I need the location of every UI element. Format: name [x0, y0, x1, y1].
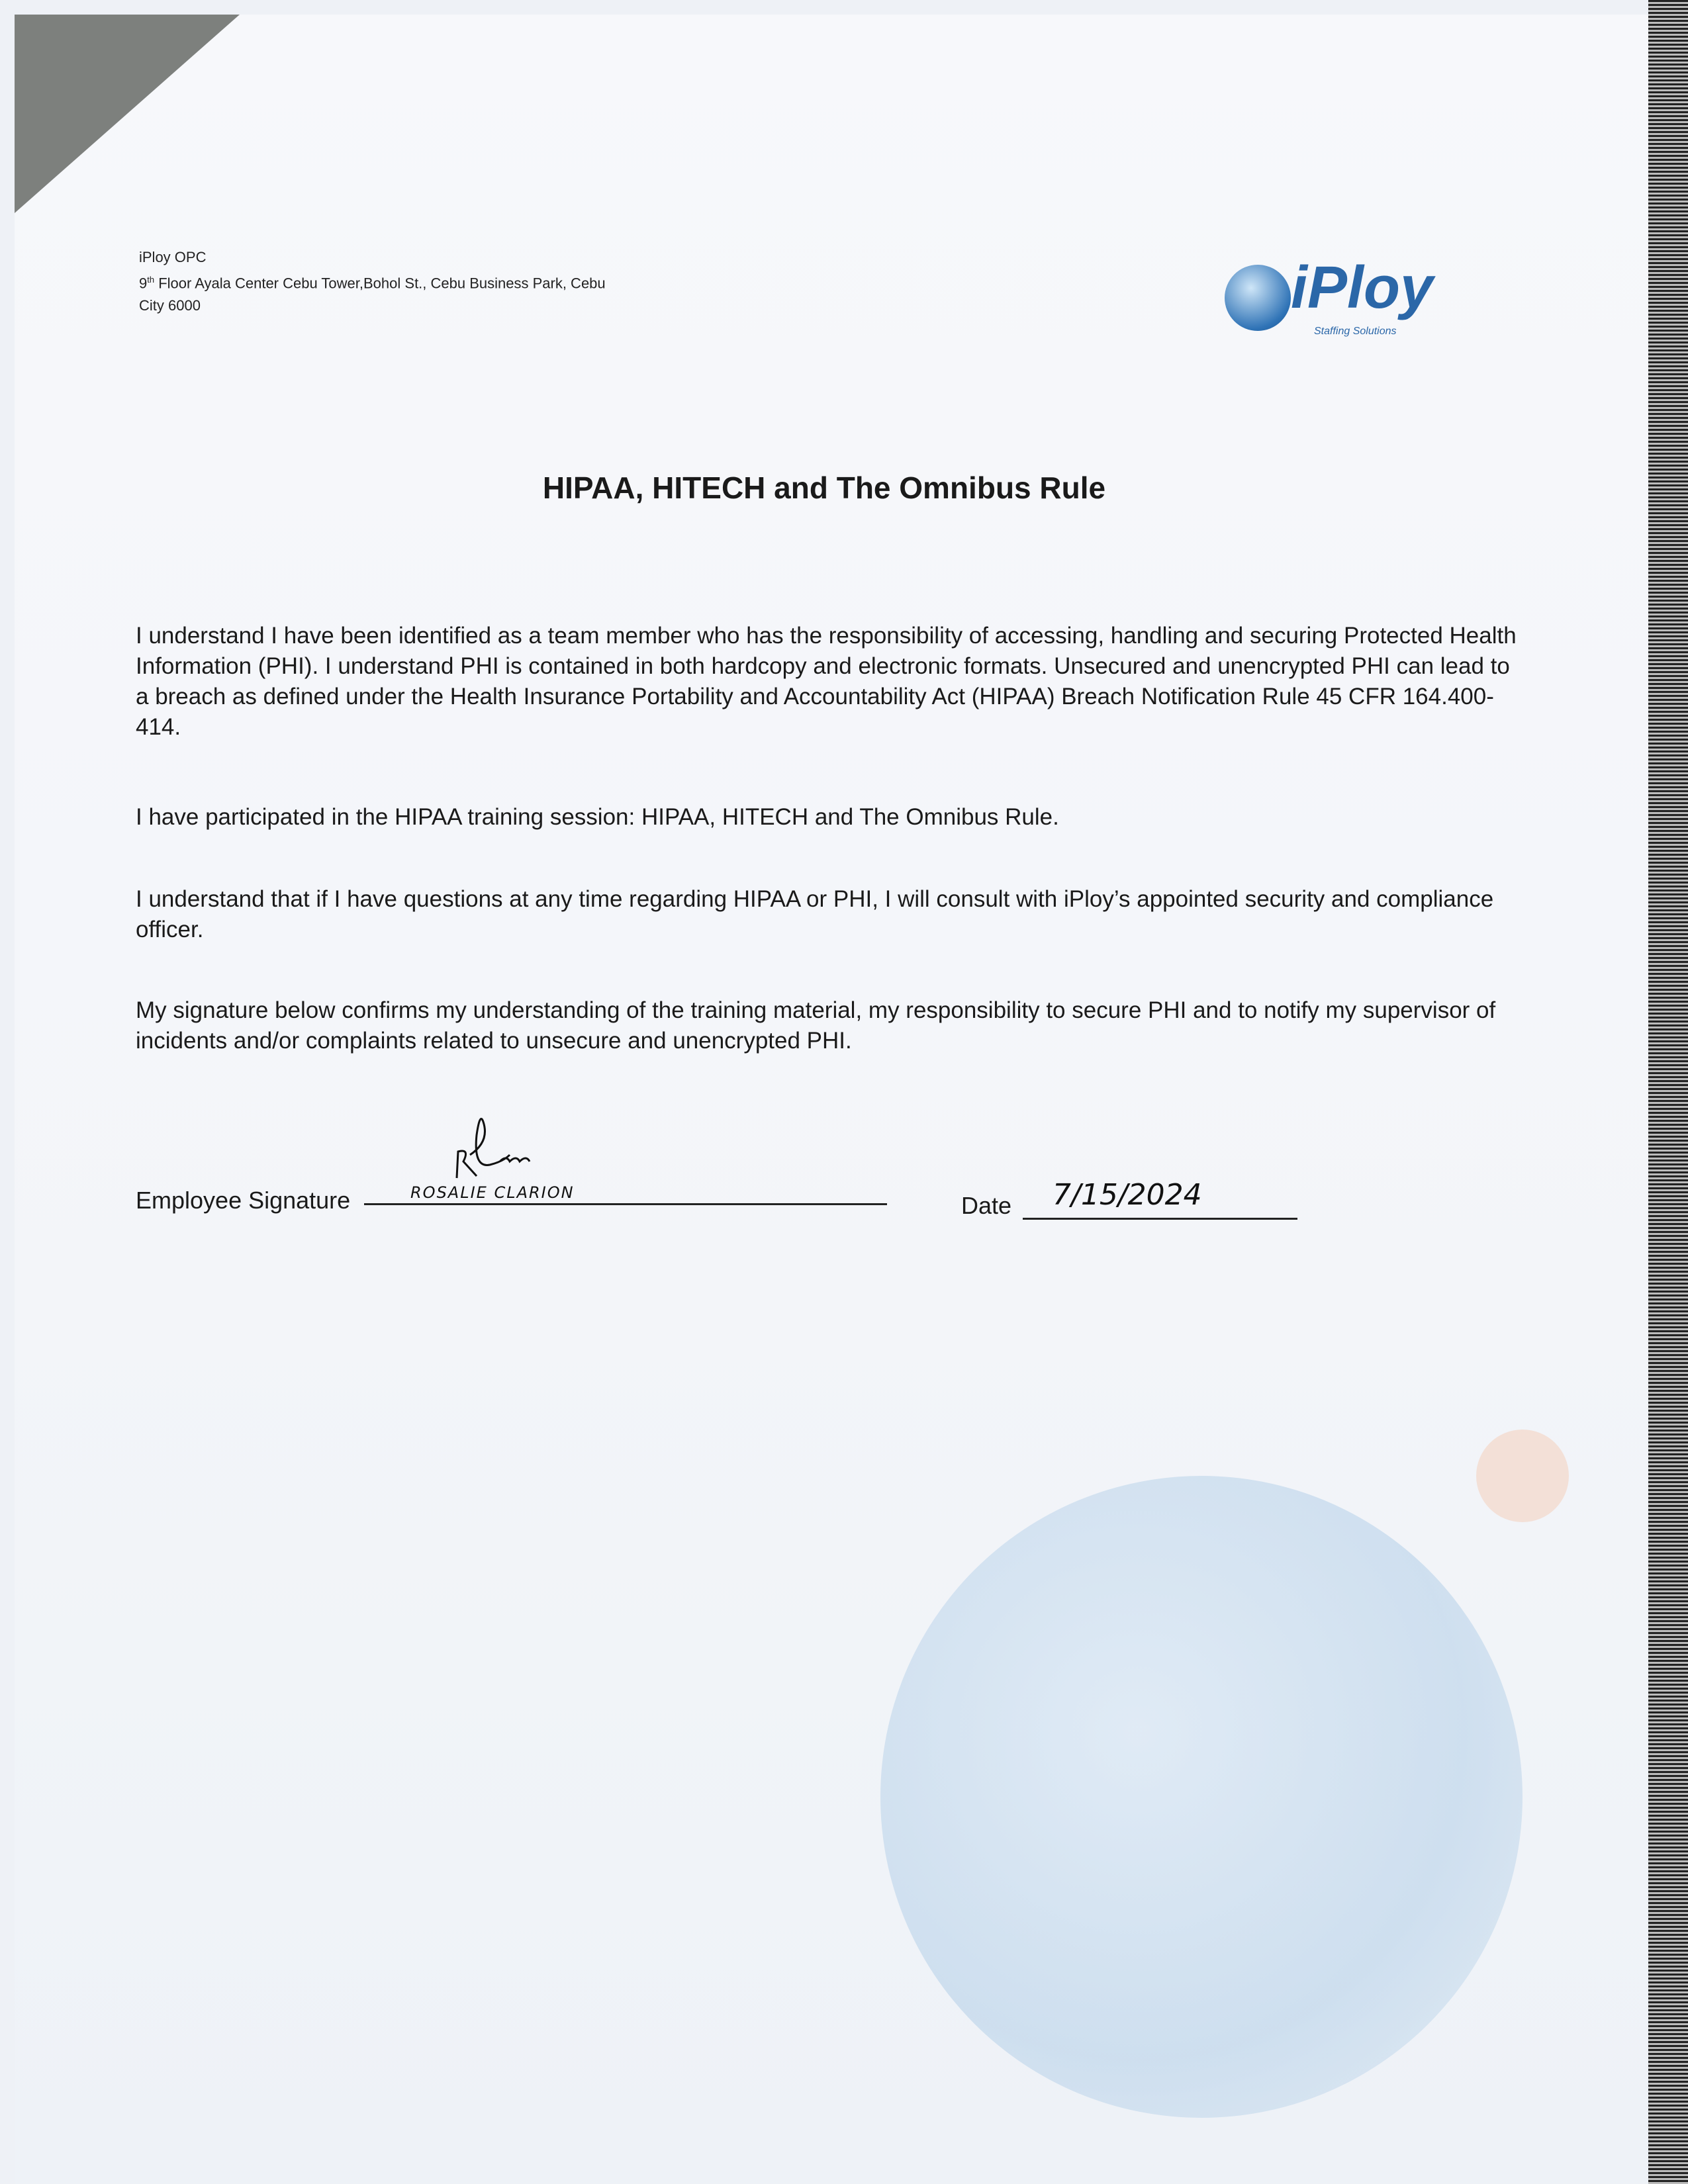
paragraph-questions: I understand that if I have questions at any time regarding HIPAA or PHI, I will consult with iPloy’s appointed security and compliance officer.: [136, 886, 1494, 942]
paragraph-understanding: I understand I have been identified as a team member who has the responsibility of accessing, handling and securing Protected Health Information (PHI). I understand PHI is contained in both hardcopy and electronic formats. Unsecured and unencrypted PHI can lead to a breach as defined under the Health Insurance Portability and Accountability Act (HIPAA) Breach Notification Rule 45 CFR 164.400-414.: [136, 623, 1517, 740]
logo-text: iPloy: [1291, 255, 1434, 321]
paragraph-confirmation: My signature below confirms my understanding of the training material, my responsibility to secure PHI and to notify my supervisor of incidents and/or complaints related to unsecure and unencrypted PHI.: [136, 997, 1496, 1054]
employee-signature-label: Employee Signature: [136, 1187, 351, 1214]
handwritten-signature: [444, 1115, 576, 1181]
date-value: 7/15/2024: [1053, 1178, 1202, 1212]
printed-name: ROSALIE CLARION: [410, 1183, 575, 1202]
watermark-globe: [880, 1476, 1523, 2118]
date-label: Date: [961, 1192, 1012, 1219]
address-line-1: [139, 269, 606, 295]
floor-suffix: th: [147, 275, 155, 285]
paragraph-training: I have participated in the HIPAA training session: HIPAA, HITECH and The Omnibus Rule.: [136, 804, 1059, 830]
company-address: [139, 246, 606, 317]
document-title: HIPAA, HITECH and The Omnibus Rule: [542, 471, 1106, 505]
logo-tagline: Staffing Solutions: [1314, 326, 1397, 337]
iploy-logo: [1225, 255, 1476, 347]
address-line-2: City 6000: [139, 297, 201, 314]
scan-edge-strip: [1648, 0, 1688, 2184]
address-text: Floor Ayala Center Cebu Tower,Bohol St., Cebu Business Park, Cebu: [154, 275, 606, 292]
watermark-orb: [1476, 1430, 1569, 1522]
signature-line: [364, 1203, 887, 1205]
company-name: iPloy OPC: [139, 249, 207, 265]
floor-number: 9: [139, 275, 148, 292]
date-line: [1023, 1218, 1297, 1220]
scan-corner-fold: [15, 15, 240, 213]
globe-icon: [1225, 265, 1291, 331]
